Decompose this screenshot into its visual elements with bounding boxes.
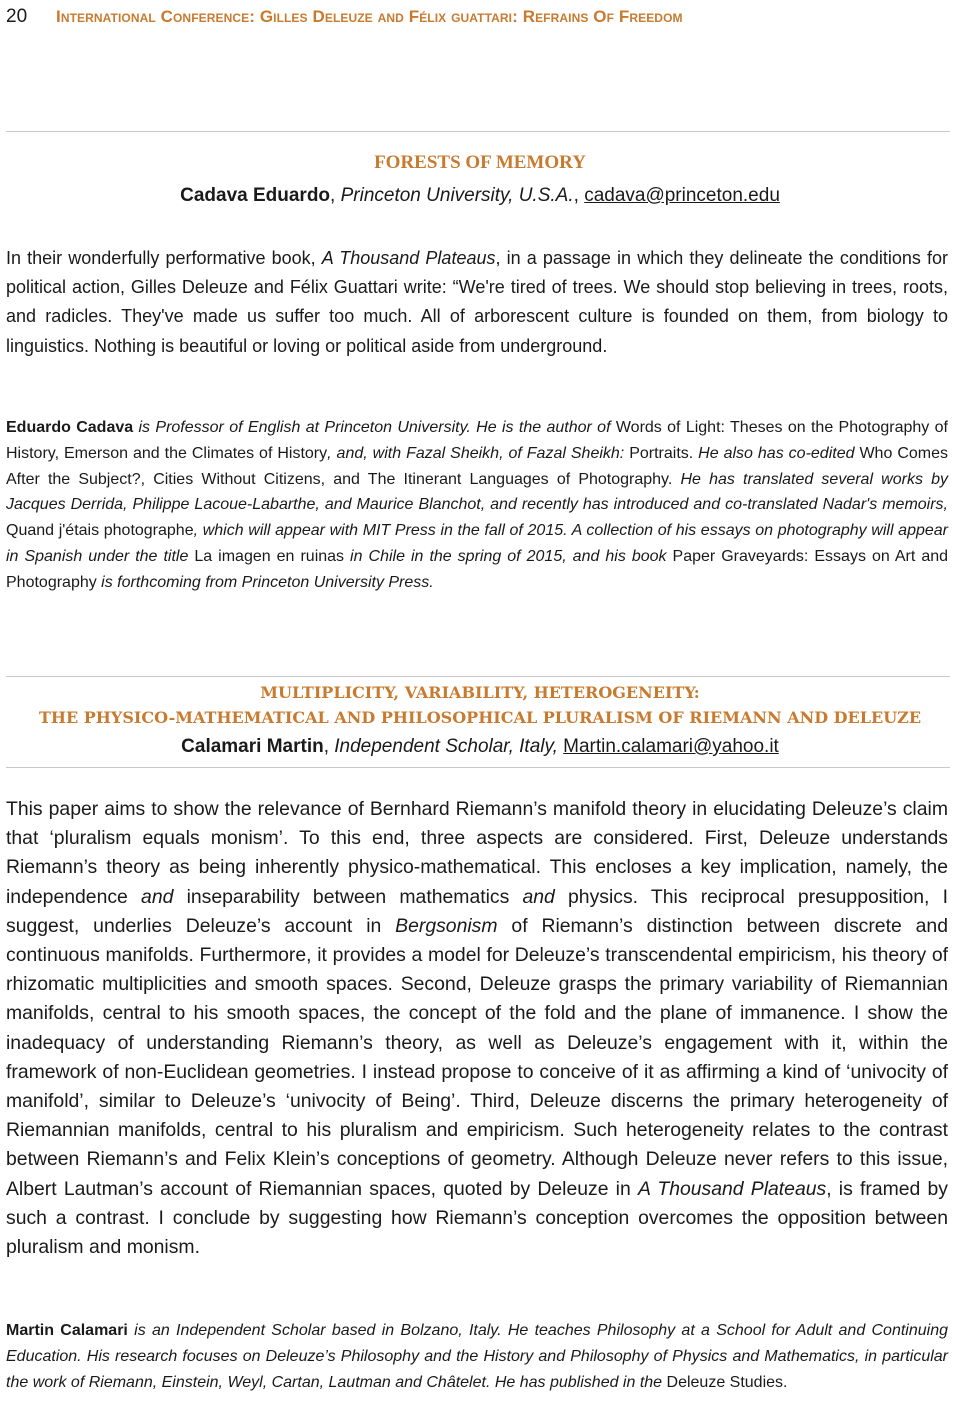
emphasis: and bbox=[141, 885, 174, 908]
bio-text: is forthcoming from Princeton University Press. bbox=[96, 573, 434, 591]
running-header-title: International Conference: Gilles Deleuze and Félix guattari: Refrains Of Freedom bbox=[56, 7, 683, 26]
bio-text: is Professor of English at Princeton University. He is the author of bbox=[133, 419, 616, 436]
paper-title: FORESTS OF MEMORY bbox=[374, 152, 586, 173]
paper-title-line: THE PHYSICO-MATHEMATICAL AND PHILOSOPHICAL PLURALISM OF RIEMANN AND DELEUZE bbox=[38, 708, 922, 727]
abstract-paragraph bbox=[6, 244, 948, 361]
bio-text: , which will appear with MIT Press in the fall of 2015. A collection of his essays on photography will appear in Spanish under the title bbox=[6, 522, 948, 565]
abstract-text: In their wonderfully performative book, bbox=[6, 248, 322, 268]
paper-title-line: MULTIPLICITY, VARIABILITY, HETEROGENEITY: bbox=[260, 683, 700, 702]
author-line: Cadava Eduardo, Princeton University, U.S.A., cadava@princeton.edu bbox=[180, 185, 780, 206]
bio-text: He has translated several works by Jacques Derrida, Philippe Lacoue-Labarthe, and Maurice Blanchot, and recently has introduced and co-translated Nadar's memoirs, bbox=[6, 470, 948, 514]
bio-text: in Chile in the spring of 2015, and his book bbox=[344, 547, 673, 565]
abstract-text: inseparability between mathematics bbox=[173, 885, 523, 908]
abstract-text: of Riemann’s distinction between discrete and continuous manifolds. Furthermore, it provides a model for Deleuze’s transcendental empiricism, his theory of rhizomatic multiplicities and smooth spaces. Second, Deleuze grasps the primary variability of Riemannian manifolds, central to his smooth spaces, the concept of the fold and the plane of immanence. I show the inadequacy of understanding Riemann’s theory, as well as Deleuze’s engagement with it, within the framework of non-Euclidean geometries. I instead propose to conceive of it as affirming a kind of ‘univocity of manifold’, similar to Deleuze’s ‘univocity of Being’. Third, Deleuze discerns the primary heterogeneity of Riemannian manifolds, central to his pluralism and empiricism. Such heterogeneity relates to the contrast between Riemann’s and Felix Klein’s conceptions of geometry. Although Deleuze never refers to this issue, Albert Lautman’s account of Riemannian spaces, quoted by Deleuze in bbox=[6, 914, 948, 1200]
bio-text: is an Independent Scholar based in Bolzano, Italy. He teaches Philosophy at a School for Adult and Continuing Education. His research focuses on Deleuze’s Philosophy and the History and Philosophy of Physics and Mathematics, in particular the work of Riemann, Einstein, Weyl, Cartan, Lautman and Châtelet. He has published in the bbox=[6, 1322, 948, 1391]
bio-name: Eduardo Cadava bbox=[6, 419, 134, 436]
abstract-text: , in a passage in which they delineate the conditions for political action, Gilles Deleuze and Félix Guattari write: “We're tired of trees. We should stop believing in trees, roots, and radicles. They've made us suffer too much. All of arborescent culture is founded on them, from biology to linguistics. Nothing is beautiful or loving or political aside from underground. bbox=[6, 248, 949, 356]
section-divider bbox=[6, 767, 950, 768]
emphasis: and bbox=[522, 885, 555, 908]
book-title: Bergsonism bbox=[395, 914, 498, 937]
author-affiliation: Princeton University, U.S.A. bbox=[340, 185, 574, 206]
author-bio bbox=[6, 1318, 948, 1395]
work-title: Quand j'étais photographe bbox=[6, 522, 194, 540]
bio-text: , and, with Fazal Sheikh, of Fazal Sheikh: bbox=[327, 444, 630, 462]
section-divider bbox=[6, 131, 950, 132]
work-title: Paper Graveyards: Essays on Art and Photography bbox=[6, 547, 949, 591]
book-title: A Thousand Plateaus bbox=[637, 1177, 827, 1200]
work-title: La imagen en ruinas bbox=[194, 547, 345, 565]
author-affiliation: Independent Scholar, Italy, bbox=[334, 736, 558, 757]
abstract-text: , is framed by such a contrast. I conclude by suggesting how Riemann’s conception overcomes the opposition between pluralism and monism. bbox=[6, 1177, 948, 1259]
running-header bbox=[6, 6, 948, 34]
paper-title bbox=[0, 680, 960, 730]
author-name: Calamari Martin bbox=[181, 736, 324, 757]
bio-text: He also has co-edited bbox=[693, 444, 860, 462]
bio-name: Martin Calamari bbox=[6, 1322, 128, 1339]
book-title: A Thousand Plateaus bbox=[321, 248, 496, 268]
work-title: Words of Light: Theses on the Photography of History, Emerson and the Climates of History bbox=[6, 419, 948, 462]
work-title: Deleuze Studies. bbox=[666, 1373, 788, 1391]
author-name: Cadava Eduardo bbox=[180, 185, 331, 206]
author-email-link[interactable]: cadava@princeton.edu bbox=[584, 185, 780, 206]
work-title: Who Comes After the Subject?, Cities Without Citizens, and The Itinerant Languages of Photography. bbox=[6, 444, 948, 488]
abstract-paragraph bbox=[6, 795, 948, 1262]
author-bio bbox=[6, 415, 948, 596]
work-title: Portraits. bbox=[629, 444, 694, 462]
section-divider bbox=[6, 676, 950, 677]
page-number: 20 bbox=[6, 6, 28, 27]
abstract-text: This paper aims to show the relevance of Bernhard Riemann’s manifold theory in elucidating Deleuze’s claim that ‘pluralism equals monism’. To this end, three aspects are considered. First, Deleuze understands Riemann’s theory as being inherently physico-mathematical. This encloses a key implication, namely, the independence bbox=[6, 798, 948, 908]
author-line: Calamari Martin, Independent Scholar, Italy, Martin.calamari@yahoo.it bbox=[181, 736, 779, 757]
author-email-link[interactable]: Martin.calamari@yahoo.it bbox=[563, 736, 779, 757]
abstract-text: physics. This reciprocal presupposition, I suggest, underlies Deleuze’s account in bbox=[6, 885, 948, 937]
